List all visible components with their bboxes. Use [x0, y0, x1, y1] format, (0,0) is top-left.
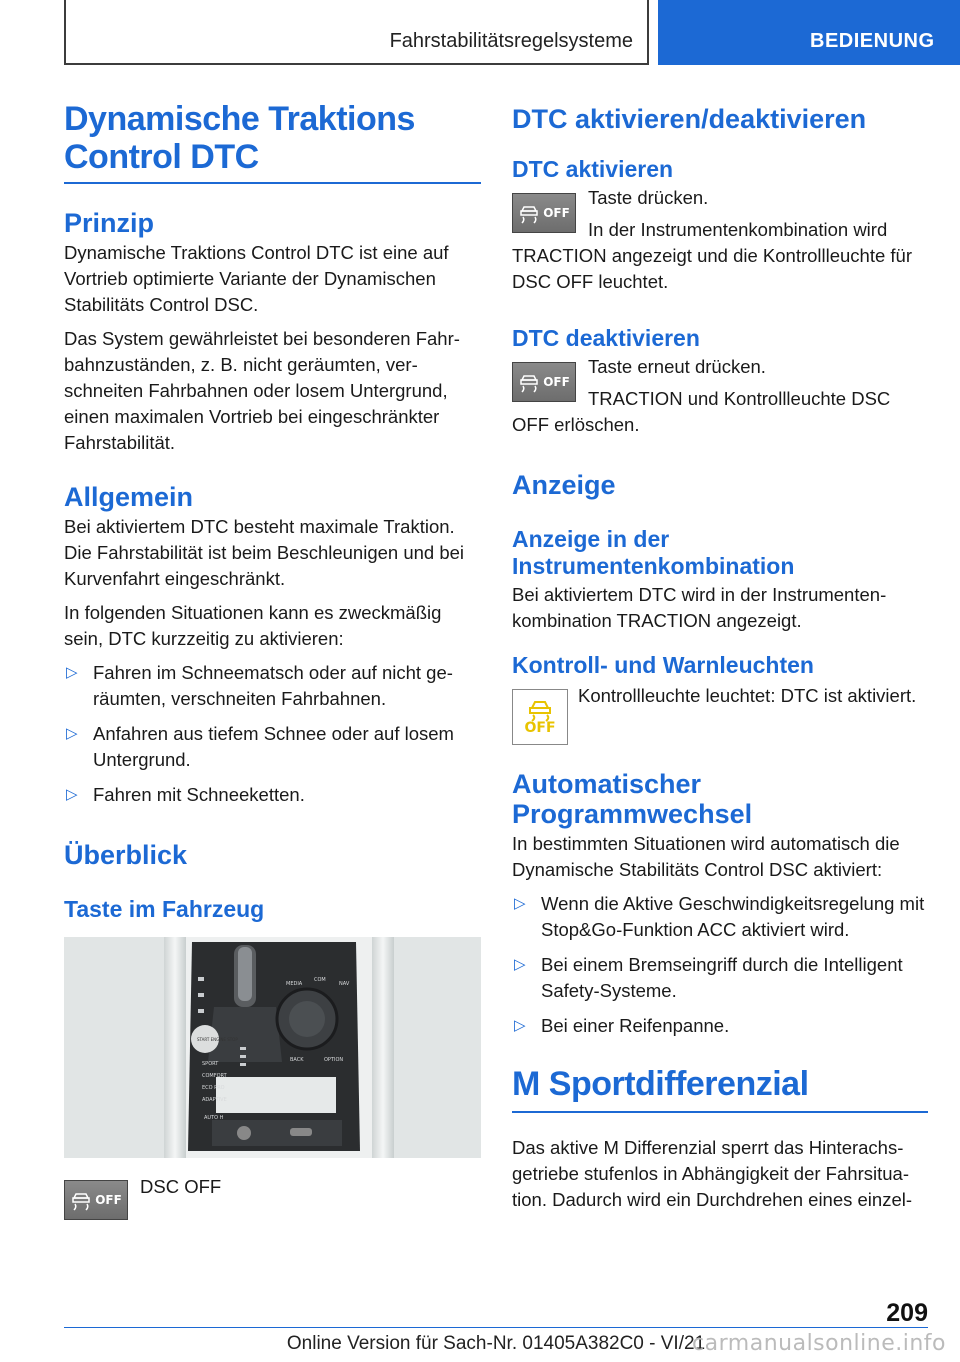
- dtc-deaktivieren-step: Taste erneut drücken.: [588, 356, 766, 377]
- warnleuchte-block: [512, 683, 928, 751]
- dtc-deaktivieren-block: [512, 354, 928, 438]
- photo-label-start-stop: START ENGINE STOP: [197, 1037, 238, 1042]
- bullet-triangle-icon: ▷: [66, 664, 78, 681]
- page-title: Dynamische Traktions Control DTC: [64, 100, 481, 184]
- dsc-off-icon-text: OFF: [95, 1193, 122, 1207]
- dtc-deaktivieren-result: TRACTION und Kontrollleuchte DSC OFF erlöschen.: [512, 388, 891, 435]
- photo-label-adaptive: ADAPTIVE: [202, 1097, 227, 1103]
- allgemein-list: [64, 660, 481, 808]
- warnleuchte-text: Kontrollleuchte leuchtet: DTC ist aktiviert.: [578, 685, 917, 706]
- bullet-triangle-icon: ▷: [514, 956, 526, 973]
- heading-m-sportdifferenzial: M Sportdifferenzial: [512, 1065, 928, 1113]
- photo-label-media: MEDIA: [286, 981, 303, 987]
- list-item: [64, 782, 481, 808]
- heading-anzeige: Anzeige: [512, 470, 616, 500]
- header-chapter-tab: [658, 0, 960, 65]
- heading-dtc-aktivieren-deaktivieren: DTC aktivieren/deaktivieren: [512, 104, 867, 134]
- heading-ueberblick: Überblick: [64, 840, 188, 870]
- list-item-text: Bei einem Bremseingriff durch die Intelligent Safety-Systeme.: [541, 954, 903, 1001]
- bullet-triangle-icon: ▷: [66, 725, 78, 742]
- photo-label-comfort: COMFORT: [202, 1073, 227, 1079]
- dsc-off-icon: [64, 1180, 128, 1220]
- heading-dtc-deaktivieren: DTC deaktivieren: [512, 325, 700, 351]
- traction-warning-icon-text: OFF: [524, 720, 556, 736]
- center-console-photo: [64, 937, 481, 1158]
- dsc-off-icon-text: OFF: [543, 206, 570, 220]
- list-item-text: Fahren mit Schneeketten.: [93, 784, 305, 805]
- traction-warning-icon: [512, 689, 568, 745]
- heading-dtc-aktivieren: DTC aktivieren: [512, 156, 674, 182]
- photo-label-back: BACK: [290, 1057, 304, 1063]
- allgemein-paragraph-1: Bei aktiviertem DTC besteht maximale Traktion. Die Fahrstabilität ist beim Beschleunigen und bei Kurvenfahrt eingeschränkt.: [64, 516, 465, 589]
- heading-allgemein: Allgemein: [64, 482, 194, 512]
- dsc-off-icon: [512, 362, 576, 402]
- dtc-aktivieren-step: Taste drücken.: [588, 187, 709, 208]
- list-item-text: Wenn die Aktive Geschwindigkeitsregelung mit Stop&Go-Funktion ACC aktiviert wird.: [541, 893, 925, 940]
- bullet-triangle-icon: ▷: [514, 895, 526, 912]
- photo-label-auto-h: AUTO H: [204, 1115, 224, 1121]
- header-section-box: [64, 0, 649, 65]
- left-column: [64, 100, 481, 1236]
- dsc-off-label: DSC OFF: [140, 1176, 222, 1197]
- photo-label-sport: SPORT: [202, 1061, 219, 1067]
- footer-divider: [64, 1327, 928, 1328]
- list-item-text: Bei einer Reifenpanne.: [541, 1015, 730, 1036]
- car-skid-yellow-icon: [527, 698, 553, 722]
- heading-taste-im-fahrzeug: Taste im Fahrzeug: [64, 896, 265, 922]
- heading-anzeige-instrumentenkombination: Anzeige in der Instrumentenkombination: [512, 526, 795, 579]
- dsc-off-icon: [512, 193, 576, 233]
- center-console-illustration: [64, 937, 481, 1158]
- car-skid-icon: [518, 202, 540, 224]
- list-item: [64, 721, 481, 773]
- prinzip-paragraph-2: Das System gewährleistet bei besonderen Fahrbahnzuständen, z. B. nicht geräumten, verschneiten Fahrbahnen oder losem Untergrund, einen maximalen Vortrieb bei eingeschränkter Fahrstabilität.: [64, 328, 460, 453]
- list-item: [512, 1013, 928, 1039]
- page-number: 209: [886, 1299, 928, 1327]
- anzeige-paragraph: Bei aktiviertem DTC wird in der Instrumentenkombination TRACTION angezeigt.: [512, 584, 887, 631]
- sportdiff-paragraph: Das aktive M Differenzial sperrt das Hinterachsgetriebe stufenlos in Abhängigkeit der Fahrsituation. Dadurch wird ein Durchdrehen eines einzel-: [512, 1137, 913, 1210]
- header-section-title: Fahrstabilitätsregelsysteme: [389, 30, 633, 52]
- dsc-off-icon-text: OFF: [543, 375, 570, 389]
- list-item: [512, 891, 928, 943]
- photo-label-com: COM: [314, 977, 326, 983]
- heading-prinzip: Prinzip: [64, 208, 155, 238]
- watermark: carmanualsonline.info: [692, 1331, 946, 1356]
- dtc-aktivieren-result: In der Instrumentenkombination wird TRACTION angezeigt und die Kontrollleuchte für DSC OFF leuchtet.: [512, 219, 913, 292]
- photo-label-nav: NAV: [339, 981, 350, 987]
- list-item: [64, 660, 481, 712]
- list-item-text: Fahren im Schneematsch oder auf nicht geräumten, verschneiten Fahrbahnen.: [93, 662, 453, 709]
- footer-online-version: Online Version für Sach-Nr. 01405A382C0 - VI/21: [286, 1333, 706, 1354]
- list-item-text: Anfahren aus tiefem Schnee oder auf losem Untergrund.: [93, 723, 454, 770]
- bullet-triangle-icon: ▷: [514, 1017, 526, 1034]
- car-skid-icon: [518, 371, 540, 393]
- photo-label-option: OPTION: [324, 1057, 344, 1063]
- heading-automatischer-programmwechsel: Automatischer Programmwechsel: [512, 769, 753, 829]
- right-column: [512, 100, 928, 1221]
- allgemein-paragraph-2: In folgenden Situationen kann es zweckmäßig sein, DTC kurzzeitig zu aktivieren:: [64, 602, 442, 649]
- dtc-aktivieren-block: [512, 185, 928, 295]
- auto-paragraph: In bestimmten Situationen wird automatisch die Dynamische Stabilitäts Control DSC aktiviert:: [512, 833, 900, 880]
- photo-label-eco-pro: ECO PRO: [202, 1085, 225, 1091]
- list-item: [512, 952, 928, 1004]
- prinzip-paragraph-1: Dynamische Traktions Control DTC ist eine auf Vortrieb optimierte Variante der Dynamischen Stabilitäts Control DSC.: [64, 242, 449, 315]
- dsc-off-legend: [64, 1174, 481, 1236]
- header-chapter-label: BEDIENUNG: [810, 30, 935, 52]
- car-skid-icon: [70, 1189, 92, 1211]
- bullet-triangle-icon: ▷: [66, 786, 78, 803]
- auto-list: [512, 891, 928, 1039]
- heading-kontroll-warnleuchten: Kontroll- und Warnleuchten: [512, 652, 814, 678]
